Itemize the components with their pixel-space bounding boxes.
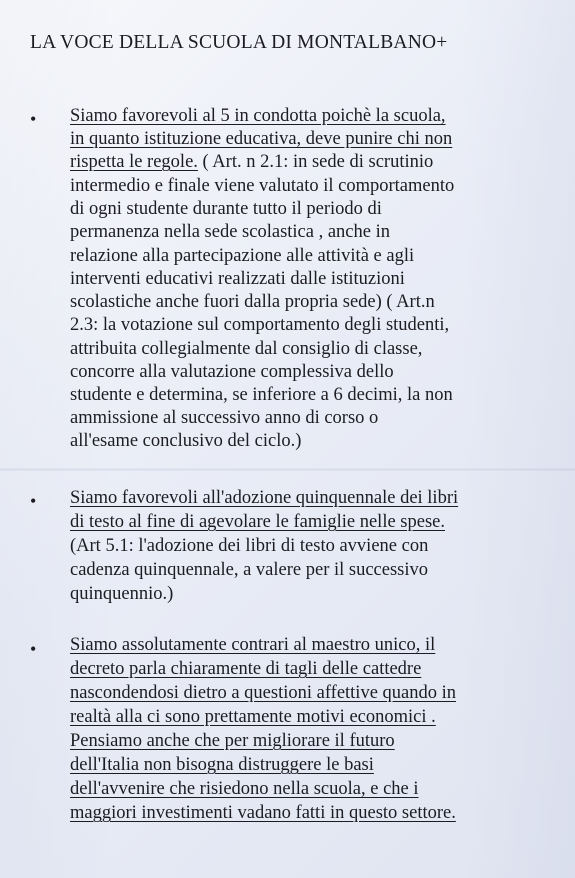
item-1-line-3 <box>70 151 433 173</box>
item-1-text-line-5: relazione alla partecipazione alle attività e agli <box>70 246 415 266</box>
item-3-underlined-line-1: Siamo assolutamente contrari al maestro unico, il <box>70 635 436 655</box>
item-2-underlined-line-2: di testo al fine di agevolare le famiglie nelle spese. <box>70 512 445 532</box>
document-title: LA VOCE DELLA SCUOLA DI MONTALBANO+ <box>30 32 448 53</box>
bullet-2: • <box>30 491 37 511</box>
paper-fold-line <box>0 468 575 471</box>
item-3-underlined-line-2: decreto parla chiaramente di tagli delle cattedre <box>70 659 422 679</box>
item-1-underlined-line-3: rispetta le regole. <box>70 152 198 172</box>
item-3-underlined-line-8: maggiori investimenti vadano fatti in questo settore. <box>70 803 456 823</box>
item-1-text-line-13: all'esame conclusivo del ciclo.) <box>70 431 302 451</box>
item-1-text-line-8: 2.3: la votazione sul comportamento degli studenti, <box>70 315 450 335</box>
item-3-underlined-line-5: Pensiamo anche che per migliorare il futuro <box>70 731 395 751</box>
item-1-text-line-1: ( Art. n 2.1: in sede di scrutinio <box>197 152 434 172</box>
item-3-underlined-line-7: dell'avvenire che risiedono nella scuola, e che i <box>70 779 419 799</box>
item-1-underlined-line-1: Siamo favorevoli al 5 in condotta poichè la scuola, <box>70 106 446 126</box>
item-3-underlined-line-4: realtà alla ci sono prettamente motivi economici . <box>70 707 436 727</box>
item-1-text-line-10: concorre alla valutazione complessiva dello <box>70 362 394 382</box>
item-2-underlined-line-1: Siamo favorevoli all'adozione quinquennale dei libri <box>70 488 459 508</box>
bullet-1: • <box>30 109 37 129</box>
item-3-underlined-line-6: dell'Italia non bisogna distruggere le basi <box>70 755 374 775</box>
item-2-text-line-1: (Art 5.1: l'adozione dei libri di testo avviene con <box>70 536 429 556</box>
item-1-text-line-6: interventi educativi realizzati dalle istituzioni <box>70 269 405 289</box>
item-2-text-line-3: quinquennio.) <box>70 584 174 604</box>
item-1-text-line-2: intermedio e finale viene valutato il comportamento <box>70 176 455 196</box>
item-1-text-line-7: scolastiche anche fuori dalla propria sede) ( Art.n <box>70 292 435 312</box>
item-2-text-line-2: cadenza quinquennale, a valere per il successivo <box>70 560 429 580</box>
bullet-3: • <box>30 639 37 659</box>
item-1-text-line-9: attribuita collegialmente dal consiglio di classe, <box>70 339 423 359</box>
item-1-text-line-4: permanenza nella sede scolastica , anche in <box>70 222 390 242</box>
item-3-underlined-line-3: nascondendosi dietro a questioni affettive quando in <box>70 683 457 703</box>
item-1-text-line-12: ammissione al successivo anno di corso o <box>70 408 379 428</box>
item-1-text-line-11: studente e determina, se inferiore a 6 decimi, la non <box>70 385 453 405</box>
item-1-text-line-3: di ogni studente durante tutto il periodo di <box>70 199 382 219</box>
item-1-underlined-line-2: in quanto istituzione educativa, deve punire chi non <box>70 129 453 149</box>
